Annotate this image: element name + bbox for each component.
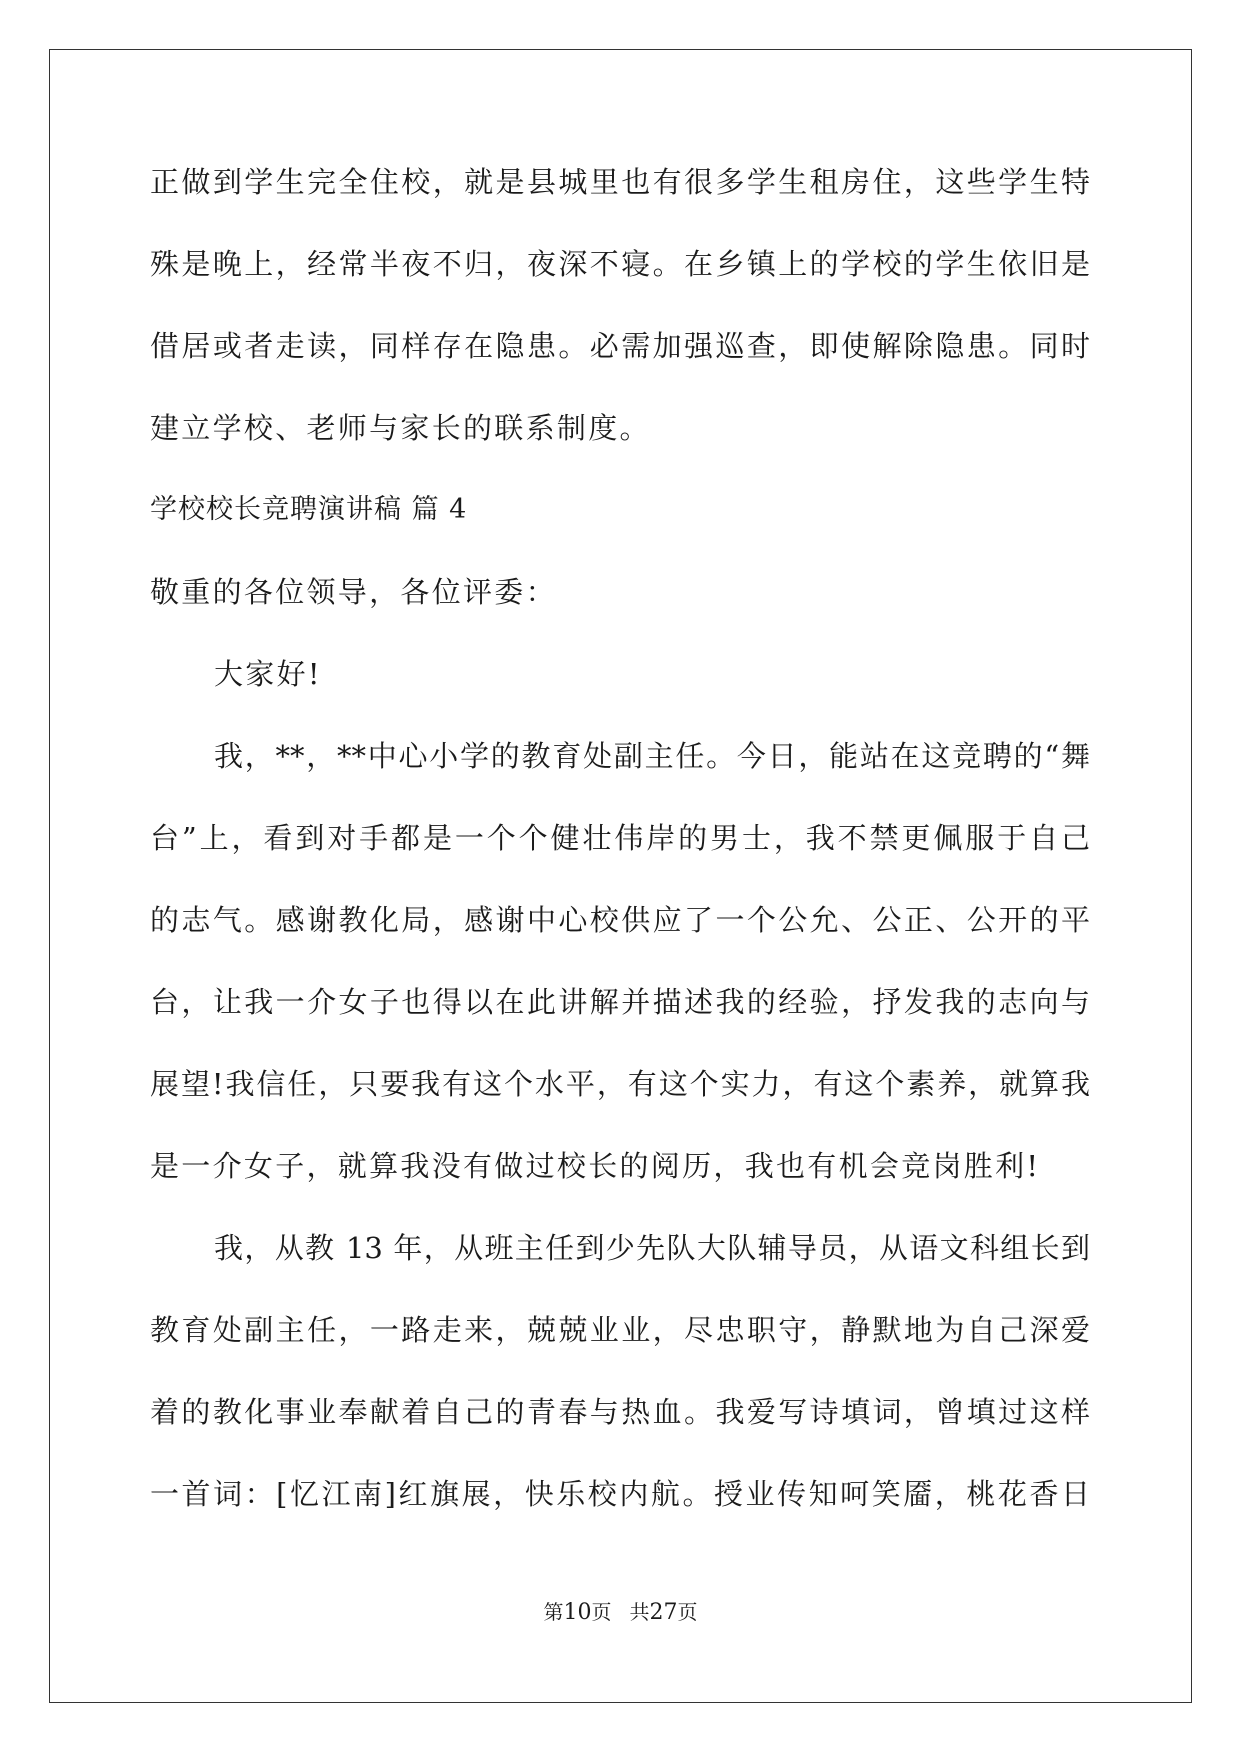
salutation: 敬重的各位领导，各位评委： xyxy=(150,575,557,609)
document-body xyxy=(150,162,1090,1556)
total-suffix: 页 xyxy=(677,1600,698,1624)
body-text-line: 台”上，看到对手都是一个个健壮伟岸的男士，我不禁更佩服于自己 xyxy=(150,821,1090,855)
body-text-line: 的志气。感谢教化局，感谢中心校供应了一个公允、公正、公开的平 xyxy=(150,903,1090,937)
section-heading: 学校校长竞聘演讲稿 篇 4 xyxy=(150,494,468,525)
body-text-line: 我，**，**中心小学的教育处副主任。今日，能站在这竞聘的“舞 xyxy=(214,739,1090,773)
body-text-line: 借居或者走读，同样存在隐患。必需加强巡查，即使解除隐患。同时 xyxy=(150,329,1090,363)
body-text-line: 着的教化事业奉献着自己的青春与热血。我爱写诗填词，曾填过这样 xyxy=(150,1395,1090,1429)
body-text-line: 建立学校、老师与家长的联系制度。 xyxy=(150,411,651,445)
greeting: 大家好! xyxy=(214,657,322,691)
total-prefix: 共 xyxy=(629,1600,650,1624)
body-text-line: 台，让我一介女子也得以在此讲解并描述我的经验，抒发我的志向与 xyxy=(150,985,1090,1019)
page-number: 10 xyxy=(563,1600,592,1625)
page-prefix: 第 xyxy=(543,1600,564,1624)
body-text-line: 我，从教 13 年，从班主任到少先队大队辅导员，从语文科组长到 xyxy=(214,1231,1090,1265)
total-pages: 27 xyxy=(649,1600,678,1625)
body-text-line: 是一介女子，就算我没有做过校长的阅历，我也有机会竞岗胜利! xyxy=(150,1149,1041,1183)
body-text-line: 殊是晚上，经常半夜不归，夜深不寝。在乡镇上的学校的学生依旧是 xyxy=(150,247,1090,281)
body-text-line: 一首词：[忆江南]红旗展，快乐校内航。授业传知呵笑靥，桃花香日 xyxy=(150,1477,1090,1511)
body-text-line: 展望!我信任，只要我有这个水平，有这个实力，有这个素养，就算我 xyxy=(150,1067,1090,1101)
body-text-line: 正做到学生完全住校，就是县城里也有很多学生租房住，这些学生特 xyxy=(150,165,1090,199)
body-text-line: 教育处副主任，一路走来，兢兢业业，尽忠职守，静默地为自己深爱 xyxy=(150,1313,1090,1347)
page-suffix: 页 xyxy=(591,1600,612,1624)
page-footer xyxy=(0,1600,1241,1625)
